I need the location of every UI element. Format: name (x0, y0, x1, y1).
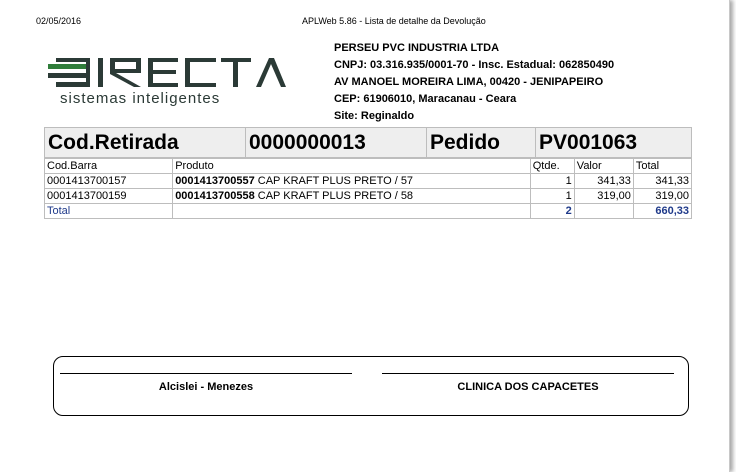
col-header-qty: Qtde. (530, 159, 574, 174)
table-row (45, 189, 692, 204)
row-product-desc: CAP KRAFT PLUS PRETO / 57 (254, 175, 414, 187)
row-product (173, 174, 531, 189)
row-product-desc: CAP KRAFT PLUS PRETO / 58 (254, 190, 414, 202)
total-label: Total (45, 204, 173, 219)
row-qty: 1 (530, 174, 574, 189)
total-value: 660,33 (633, 204, 691, 219)
signature-right-name: CLINICA DOS CAPACETES (457, 381, 599, 393)
signature-line (60, 373, 352, 374)
company-cep: CEP: 61906010, Maracanau - Ceara (334, 93, 517, 105)
print-date: 02/05/2016 (36, 16, 82, 26)
company-name: PERSEU PVC INDUSTRIA LTDA (334, 42, 500, 54)
col-header-valor: Valor (574, 159, 633, 174)
signature-right (382, 373, 674, 393)
company-block (334, 40, 614, 125)
col-header-product: Produto (173, 159, 531, 174)
signature-left (60, 373, 352, 393)
table-total-row (45, 204, 692, 219)
row-product (173, 189, 531, 204)
row-barcode: 0001413700159 (45, 189, 173, 204)
cod-retirada-label: Cod.Retirada (45, 128, 246, 157)
row-product-code: 0001413700558 (175, 190, 255, 202)
pedido-value: PV001063 (539, 131, 638, 154)
col-header-total: Total (633, 159, 691, 174)
table-row (45, 174, 692, 189)
report-title: APLWeb 5.86 - Lista de detalhe da Devolução (302, 16, 486, 26)
row-total: 319,00 (633, 189, 691, 204)
cod-retirada-value: 0000000013 (246, 128, 427, 157)
row-product-code: 0001413700557 (175, 175, 255, 187)
pedido-label: Pedido (427, 128, 536, 157)
logo-tagline: sistemas inteligentes (60, 90, 221, 107)
row-valor: 341,33 (574, 174, 633, 189)
total-empty (574, 204, 633, 219)
total-empty (173, 204, 531, 219)
signature-line (382, 373, 674, 374)
company-cnpj: CNPJ: 03.316.935/0001-70 - Insc. Estadual: 062850490 (334, 59, 615, 71)
logo-wordmark-icon (48, 58, 286, 87)
row-qty: 1 (530, 189, 574, 204)
signature-left-name: Alcislei - Menezes (158, 381, 254, 393)
row-barcode: 0001413700157 (45, 174, 173, 189)
company-address: AV MANOEL MOREIRA LIMA, 00420 - JENIPAPEIRO (334, 76, 604, 88)
col-header-barcode: Cod.Barra (45, 159, 173, 174)
info-bar (44, 127, 692, 158)
row-total: 341,33 (633, 174, 691, 189)
total-qty: 2 (530, 204, 574, 219)
signature-box (53, 356, 689, 416)
items-table (44, 158, 692, 219)
company-site: Site: Reginaldo (334, 110, 415, 122)
table-header-row (45, 159, 692, 174)
row-valor: 319,00 (574, 189, 633, 204)
